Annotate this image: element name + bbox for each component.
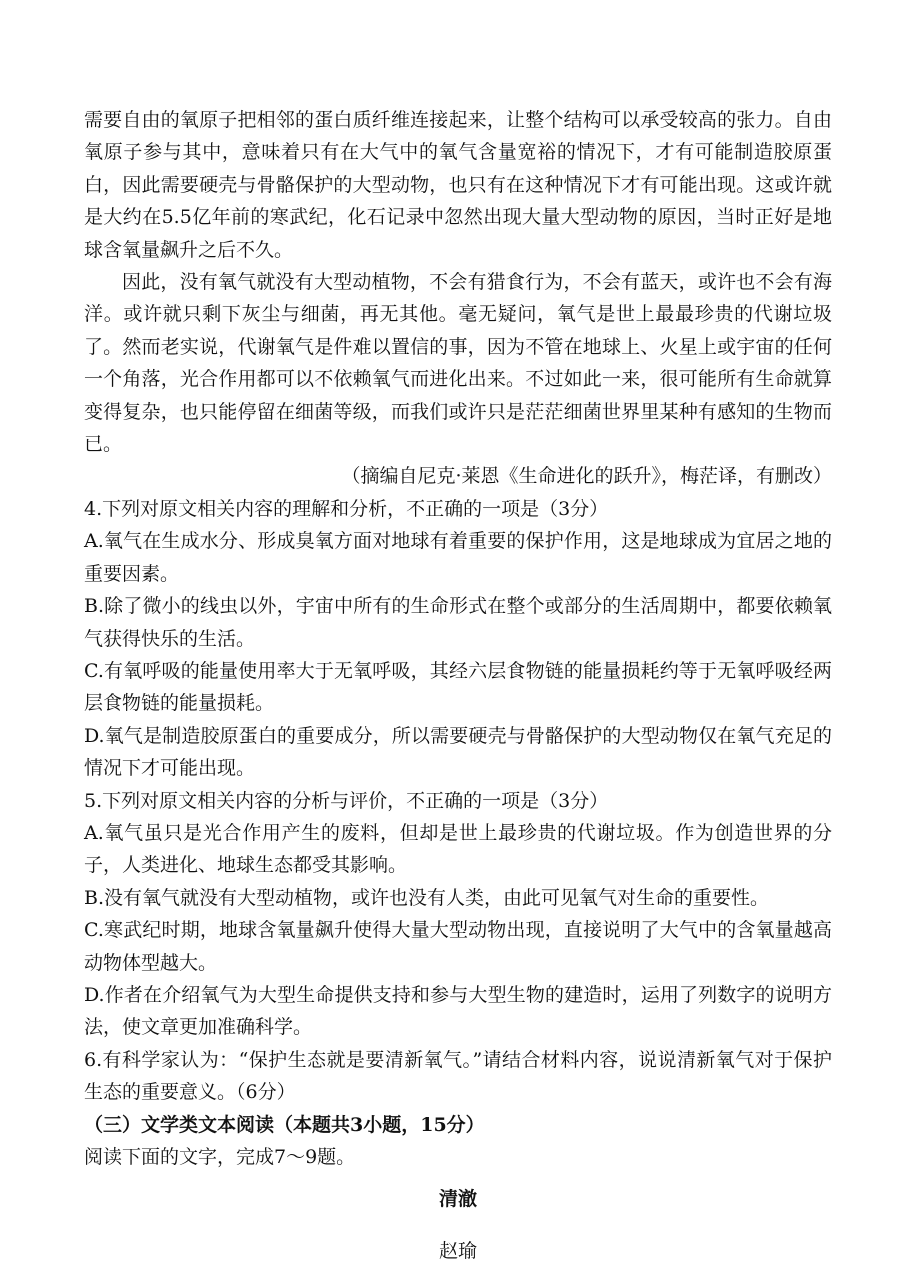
question-4-option-b: B.除了微小的线虫以外，宇宙中所有的生命形式在整个或部分的生活周期中，都要依赖氧气获得快乐的生活。 — [84, 595, 832, 650]
passage-paragraph-1: 需要自由的氧原子把相邻的蛋白质纤维连接起来，让整个结构可以承受较高的张力。自由氧原子参与其中，意味着只有在大气中的氧气含量宽裕的情况下，才有可能制造胶原蛋白，因此需要硬壳与骨骼保护的大型动物，也只有在这种情况下才有可能出现。这或许就是大约在5.5亿年前的寒武纪，化石记录中忽然出现大量大型动物的原因，当时正好是地球含氧量飙升之后不久。 — [84, 109, 832, 261]
question-4-option-a: A.氧气在生成水分、形成臭氧方面对地球有着重要的保护作用，这是地球成为宜居之地的重要因素。 — [84, 530, 832, 585]
document-page — [84, 104, 832, 1286]
question-5-option-d: D.作者在介绍氧气为大型生命提供支持和参与大型生物的建造时，运用了列数字的说明方法，使文章更加准确科学。 — [84, 983, 832, 1039]
article-author: 赵瑜 — [438, 1239, 477, 1262]
question-5-option-c: C.寒武纪时期，地球含氧量飙升使得大量大型动物出现，直接说明了大气中的含氧量越高动物体型越大。 — [84, 919, 832, 974]
question-6-stem: 6.有科学家认为：“保护生态就是要清新氧气。”请结合材料内容，说说清新氧气对于保护生态的重要意义。（6分） — [84, 1048, 832, 1104]
question-4-stem: 4.下列对原文相关内容的理解和分析，不正确的一项是（3分） — [84, 497, 609, 520]
question-4-option-c: C.有氧呼吸的能量使用率大于无氧呼吸，其经六层食物链的能量损耗约等于无氧呼吸经两层食物链的能量损耗。 — [84, 659, 832, 715]
article-title: 清澈 — [438, 1188, 477, 1211]
question-5-option-a: A.氧气虽只是光合作用产生的废料，但却是世上最珍贵的代谢垃圾。作为创造世界的分子，人类进化、地球生态都受其影响。 — [84, 821, 832, 877]
question-5-option-b: B.没有氧气就没有大型动植物，或许也没有人类，由此可见氧气对生命的重要性。 — [84, 886, 770, 909]
section-instruction: 阅读下面的文字，完成7～9题。 — [84, 1146, 356, 1168]
question-4-option-d: D.氧气是制造胶原蛋白的重要成分，所以需要硬壳与骨骼保护的大型动物仅在氧气充足的情况下才可能出现。 — [84, 724, 832, 780]
passage-source: （摘编自尼克·莱恩《生命进化的跃升》，梅茫译，有删改） — [341, 465, 832, 488]
question-5-stem: 5.下列对原文相关内容的分析与评价，不正确的一项是（3分） — [84, 789, 609, 812]
section-heading: （三）文学类文本阅读（本题共3小题，15分） — [84, 1113, 485, 1136]
passage-paragraph-2: 因此，没有氧气就没有大型动植物，不会有猎食行为，不会有蓝天，或许也不会有海洋。或许就只剩下灰尘与细菌，再无其他。毫无疑问，氧气是世上最最珍贵的代谢垃圾了。然而老实说，代谢氧气是件难以置信的事，因为不管在地球上、火星上或宇宙的任何一个角落，光合作用都可以不依赖氧气而进化出来。不过如此一来，很可能所有生命就算变得复杂，也只能停留在细菌等级，而我们或许只是茫茫细菌世界里某种有感知的生物而已。 — [84, 271, 832, 456]
